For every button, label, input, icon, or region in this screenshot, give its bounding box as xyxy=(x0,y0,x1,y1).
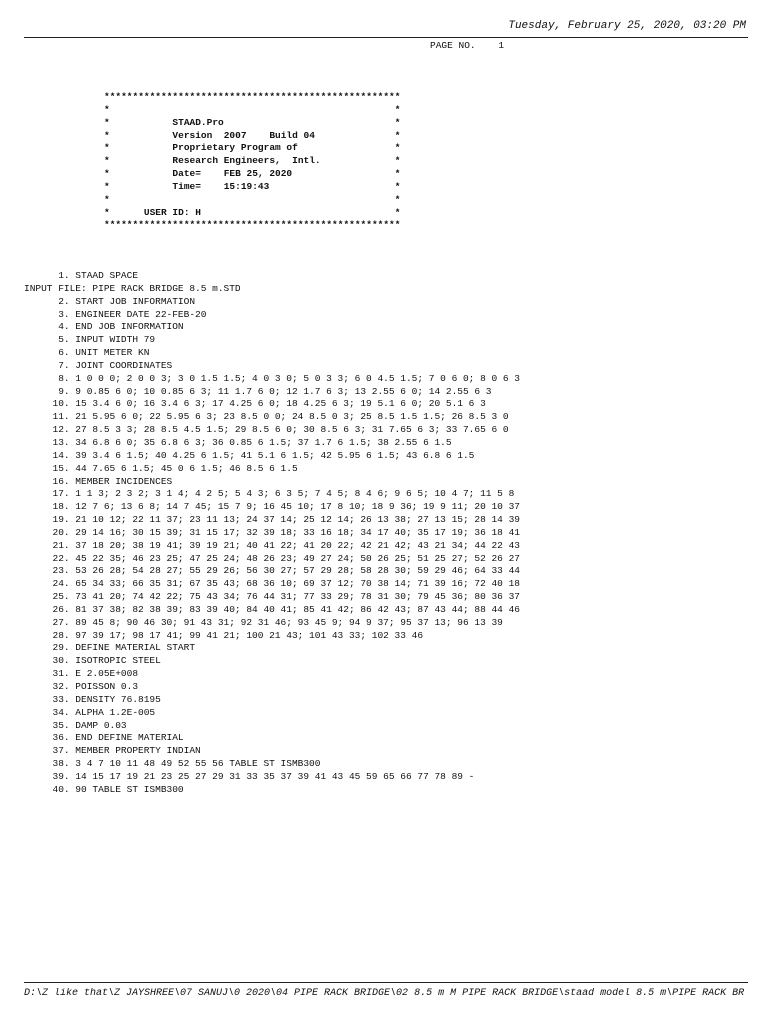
page-number: PAGE NO. 1 xyxy=(430,40,505,51)
banner-line: * Date= FEB 25, 2020 * xyxy=(104,168,401,180)
input-line: 40. 90 TABLE ST ISMB300 xyxy=(24,783,184,795)
input-line: 12. 27 8.5 3 3; 28 8.5 4.5 1.5; 29 8.5 6 0; 30 8.5 6 3; 31 7.65 6 3; 33 7.65 6 0 xyxy=(24,424,509,436)
input-line: 10. 15 3.4 6 0; 16 3.4 6 3; 17 4.25 6 0; 18 4.25 6 3; 19 5.1 6 0; 20 5.1 6 3 xyxy=(24,398,486,410)
input-line: 37. MEMBER PROPERTY INDIAN xyxy=(24,745,201,757)
input-line: 31. E 2.05E+008 xyxy=(24,668,139,680)
input-line: 15. 44 7.65 6 1.5; 45 0 6 1.5; 46 8.5 6 1.5 xyxy=(24,462,298,474)
input-line: 26. 81 37 38; 82 38 39; 83 39 40; 84 40 41; 85 41 42; 86 42 43; 87 43 44; 88 44 46 xyxy=(24,603,520,615)
input-line: 2. START JOB INFORMATION xyxy=(24,295,196,307)
input-listing xyxy=(24,270,520,797)
banner-line: * Version 2007 Build 04 * xyxy=(104,129,401,141)
banner-line: **************************************************** xyxy=(104,219,401,231)
banner-line: * * xyxy=(104,103,401,115)
input-line: 28. 97 39 17; 98 17 41; 99 41 21; 100 21 43; 101 43 33; 102 33 46 xyxy=(24,629,424,641)
staad-banner xyxy=(104,90,400,231)
banner-line: * Research Engineers, Intl. * xyxy=(104,155,401,167)
input-line: 35. DAMP 0.03 xyxy=(24,719,127,731)
input-line: INPUT FILE: PIPE RACK BRIDGE 8.5 m.STD xyxy=(24,282,241,294)
input-line: 18. 12 7 6; 13 6 8; 14 7 45; 15 7 9; 16 45 10; 17 8 10; 18 9 36; 19 9 11; 20 10 37 xyxy=(24,501,520,513)
input-line: 1. STAAD SPACE xyxy=(24,270,139,281)
banner-line: * STAAD.Pro * xyxy=(104,116,401,128)
input-line: 39. 14 15 17 19 21 23 25 27 29 31 33 35 37 39 41 43 45 59 65 66 77 78 89 - xyxy=(24,770,475,782)
input-line: 6. UNIT METER KN xyxy=(24,347,150,359)
input-line: 24. 65 34 33; 66 35 31; 67 35 43; 68 36 10; 69 37 12; 70 38 14; 71 39 16; 72 40 18 xyxy=(24,578,520,590)
banner-line: * Proprietary Program of * xyxy=(104,142,401,154)
input-line: 19. 21 10 12; 22 11 37; 23 11 13; 24 37 14; 25 12 14; 26 13 38; 27 13 15; 28 14 39 xyxy=(24,514,520,526)
input-line: 4. END JOB INFORMATION xyxy=(24,321,184,333)
header-divider xyxy=(24,37,748,38)
input-line: 14. 39 3.4 6 1.5; 40 4.25 6 1.5; 41 5.1 6 1.5; 42 5.95 6 1.5; 43 6.8 6 1.5 xyxy=(24,449,475,461)
banner-line: * * xyxy=(104,193,401,205)
input-line: 23. 53 26 28; 54 28 27; 55 29 26; 56 30 27; 57 29 28; 58 28 30; 59 29 46; 64 33 44 xyxy=(24,565,520,577)
input-line: 7. JOINT COORDINATES xyxy=(24,359,173,371)
input-line: 8. 1 0 0 0; 2 0 0 3; 3 0 1.5 1.5; 4 0 3 0; 5 0 3 3; 6 0 4.5 1.5; 7 0 6 0; 8 0 6 3 xyxy=(24,372,520,384)
footer-divider xyxy=(24,982,748,983)
banner-line: * Time= 15:19:43 * xyxy=(104,180,401,192)
input-line: 21. 37 18 20; 38 19 41; 39 19 21; 40 41 22; 41 20 22; 42 21 42; 43 21 34; 44 22 43 xyxy=(24,539,520,551)
input-line: 22. 45 22 35; 46 23 25; 47 25 24; 48 26 23; 49 27 24; 50 26 25; 51 25 27; 52 26 27 xyxy=(24,552,520,564)
input-line: 3. ENGINEER DATE 22-FEB-20 xyxy=(24,308,207,320)
file-path-footer: D:\Z like that\Z JAYSHREE\07 SANUJ\0 2020\04 PIPE RACK BRIDGE\02 8.5 m M PIPE RACK BRIDGE\staad model 8.5 m\PIPE RACK BR xyxy=(24,988,745,999)
input-line: 36. END DEFINE MATERIAL xyxy=(24,732,184,744)
input-line: 9. 9 0.85 6 0; 10 0.85 6 3; 11 1.7 6 0; 12 1.7 6 3; 13 2.55 6 0; 14 2.55 6 3 xyxy=(24,385,492,397)
input-line: 30. ISOTROPIC STEEL xyxy=(24,655,161,667)
input-line: 38. 3 4 7 10 11 48 49 52 55 56 TABLE ST ISMB300 xyxy=(24,758,321,770)
banner-line: * USER ID: H * xyxy=(104,206,401,218)
input-line: 13. 34 6.8 6 0; 35 6.8 6 3; 36 0.85 6 1.5; 37 1.7 6 1.5; 38 2.55 6 1.5 xyxy=(24,436,452,448)
input-line: 17. 1 1 3; 2 3 2; 3 1 4; 4 2 5; 5 4 3; 6 3 5; 7 4 5; 8 4 6; 9 6 5; 10 4 7; 11 5 8 xyxy=(24,488,515,500)
input-line: 25. 73 41 20; 74 42 22; 75 43 34; 76 44 31; 77 33 29; 78 31 30; 79 45 36; 80 36 37 xyxy=(24,591,520,603)
input-line: 33. DENSITY 76.8195 xyxy=(24,693,161,705)
input-line: 34. ALPHA 1.2E-005 xyxy=(24,706,156,718)
banner-line: **************************************************** xyxy=(104,91,401,102)
input-line: 5. INPUT WIDTH 79 xyxy=(24,334,156,346)
input-line: 16. MEMBER INCIDENCES xyxy=(24,475,173,487)
input-line: 32. POISSON 0.3 xyxy=(24,681,139,692)
print-date: Tuesday, February 25, 2020, 03:20 PM xyxy=(508,20,746,32)
input-line: 27. 89 45 8; 90 46 30; 91 43 31; 92 31 46; 93 45 9; 94 9 37; 95 37 13; 96 13 39 xyxy=(24,616,503,628)
input-line: 29. DEFINE MATERIAL START xyxy=(24,642,196,654)
input-line: 11. 21 5.95 6 0; 22 5.95 6 3; 23 8.5 0 0; 24 8.5 0 3; 25 8.5 1.5 1.5; 26 8.5 3 0 xyxy=(24,411,509,423)
input-line: 20. 29 14 16; 30 15 39; 31 15 17; 32 39 18; 33 16 18; 34 17 40; 35 17 19; 36 18 41 xyxy=(24,526,520,538)
